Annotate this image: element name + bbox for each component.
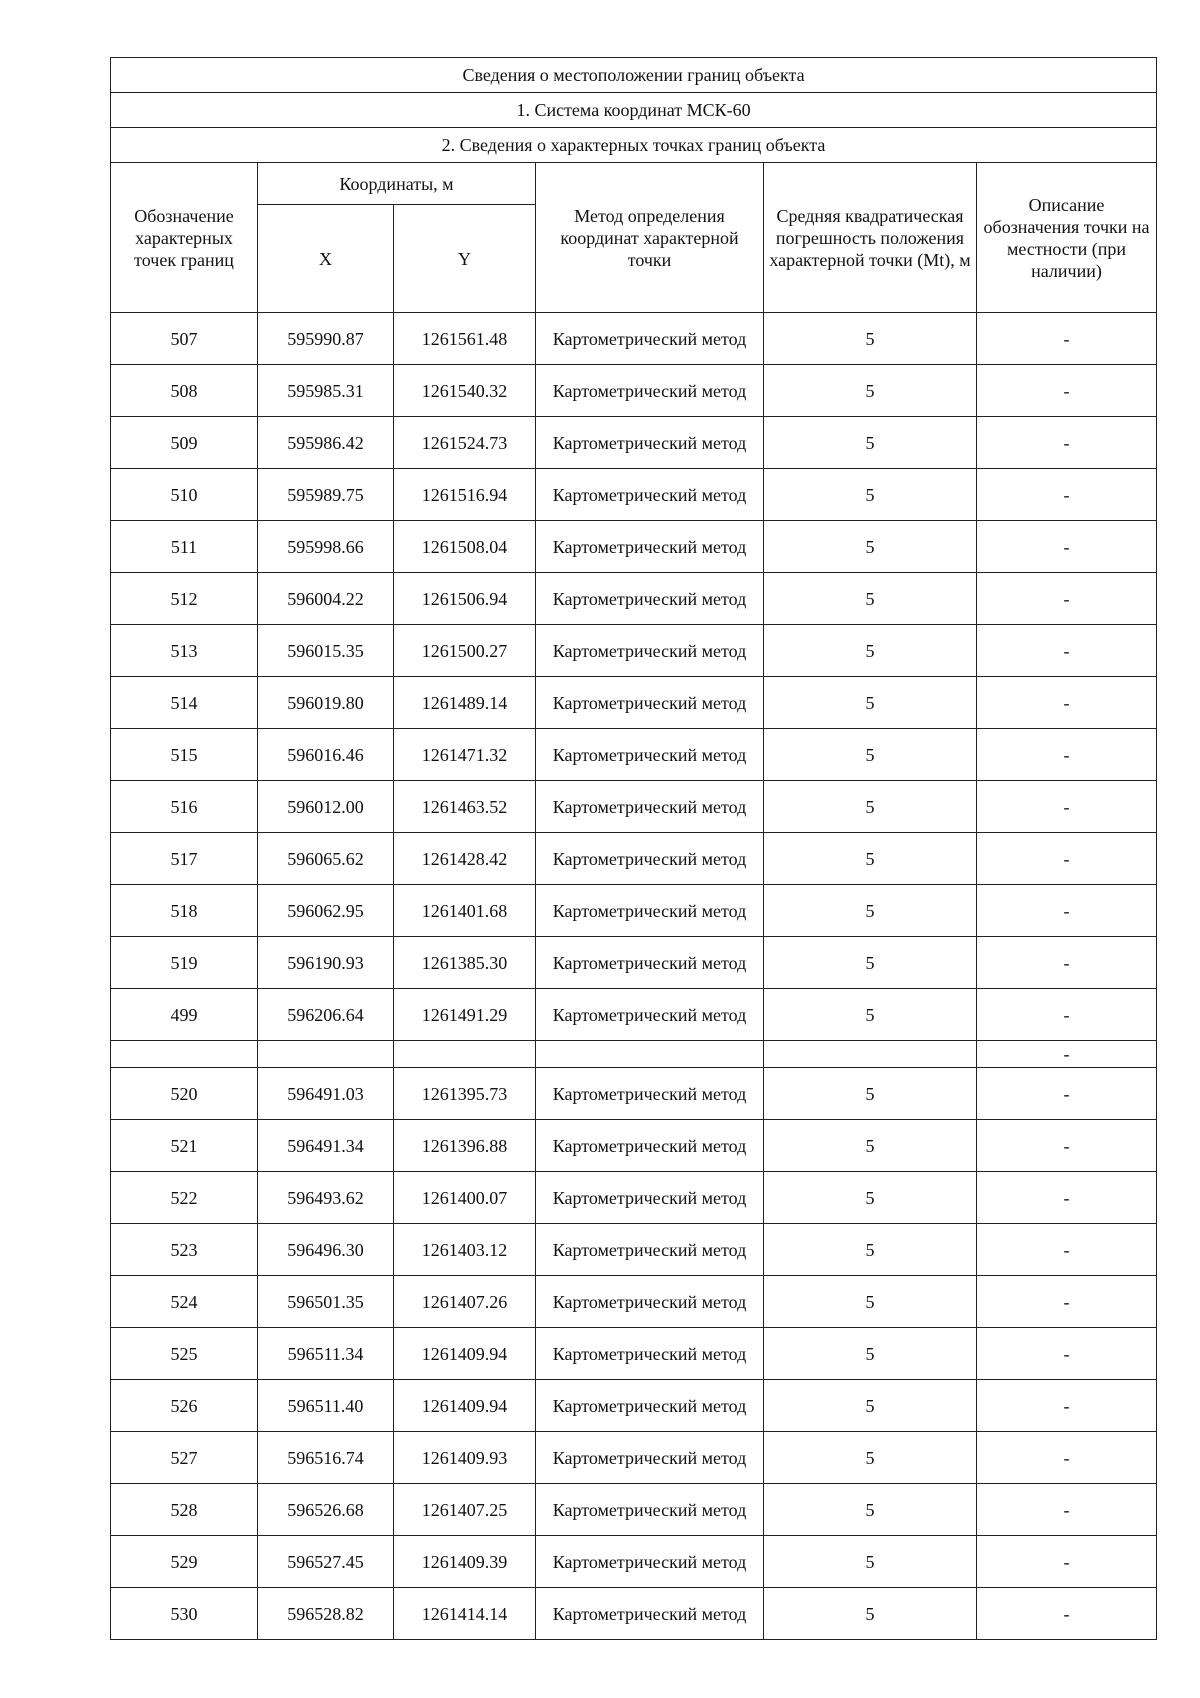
cell-point: 518: [111, 885, 258, 937]
cell-error: 5: [764, 1588, 977, 1640]
table-row: [111, 677, 1157, 729]
cell-point: 530: [111, 1588, 258, 1640]
cell-description: -: [977, 1120, 1157, 1172]
header-coordinates: Координаты, м: [258, 163, 536, 205]
table-row: [111, 313, 1157, 365]
boundary-points-table: [110, 57, 1157, 1640]
table-row: [111, 1172, 1157, 1224]
header-x: X: [258, 205, 394, 313]
cell-description: -: [977, 1041, 1157, 1068]
cell-method: Картометрический метод: [536, 573, 764, 625]
cell-y: 1261491.29: [394, 989, 536, 1041]
cell-description: -: [977, 937, 1157, 989]
cell-description: -: [977, 1536, 1157, 1588]
cell-point: 528: [111, 1484, 258, 1536]
table-row: [111, 417, 1157, 469]
table-row: [111, 885, 1157, 937]
cell-error: 5: [764, 989, 977, 1041]
cell-method: Картометрический метод: [536, 1588, 764, 1640]
cell-y: 1261401.68: [394, 885, 536, 937]
table-row: [111, 833, 1157, 885]
cell-point: 526: [111, 1380, 258, 1432]
cell-method: Картометрический метод: [536, 833, 764, 885]
cell-point: 499: [111, 989, 258, 1041]
table-row: [111, 625, 1157, 677]
cell-point: 509: [111, 417, 258, 469]
table-row: [111, 1588, 1157, 1640]
cell-y: 1261409.39: [394, 1536, 536, 1588]
cell-x: 596065.62: [258, 833, 394, 885]
cell-description: -: [977, 1484, 1157, 1536]
cell-method: Картометрический метод: [536, 1380, 764, 1432]
cell-x: 595986.42: [258, 417, 394, 469]
cell-x: 596004.22: [258, 573, 394, 625]
cell-point: [111, 1041, 258, 1068]
cell-error: 5: [764, 729, 977, 781]
cell-y: 1261414.14: [394, 1588, 536, 1640]
cell-y: 1261409.94: [394, 1328, 536, 1380]
cell-x: 596019.80: [258, 677, 394, 729]
cell-error: 5: [764, 1276, 977, 1328]
cell-point: 520: [111, 1068, 258, 1120]
cell-description: -: [977, 1276, 1157, 1328]
cell-method: Картометрический метод: [536, 1536, 764, 1588]
cell-method: Картометрический метод: [536, 989, 764, 1041]
header-mean-error: Средняя квадратическая погрешность положения характерной точки (Mt), м: [764, 163, 977, 313]
cell-description: -: [977, 313, 1157, 365]
cell-description: -: [977, 781, 1157, 833]
cell-y: 1261385.30: [394, 937, 536, 989]
cell-description: -: [977, 729, 1157, 781]
cell-description: -: [977, 1588, 1157, 1640]
cell-x: 596527.45: [258, 1536, 394, 1588]
cell-y: 1261471.32: [394, 729, 536, 781]
cell-error: 5: [764, 469, 977, 521]
cell-error: 5: [764, 937, 977, 989]
cell-method: Картометрический метод: [536, 625, 764, 677]
cell-method: Картометрический метод: [536, 937, 764, 989]
cell-point: 513: [111, 625, 258, 677]
cell-error: 5: [764, 417, 977, 469]
cell-y: 1261395.73: [394, 1068, 536, 1120]
cell-x: 595989.75: [258, 469, 394, 521]
cell-description: -: [977, 989, 1157, 1041]
table-row: [111, 1484, 1157, 1536]
cell-point: 529: [111, 1536, 258, 1588]
cell-x: 596491.03: [258, 1068, 394, 1120]
cell-error: 5: [764, 781, 977, 833]
cell-x: 596493.62: [258, 1172, 394, 1224]
cell-method: Картометрический метод: [536, 677, 764, 729]
cell-point: 524: [111, 1276, 258, 1328]
cell-description: -: [977, 625, 1157, 677]
cell-method: Картометрический метод: [536, 1172, 764, 1224]
header-description: Описание обозначения точки на местности (при наличии): [977, 163, 1157, 313]
cell-point: 517: [111, 833, 258, 885]
cell-method: Картометрический метод: [536, 1120, 764, 1172]
cell-method: Картометрический метод: [536, 729, 764, 781]
table-row: [111, 729, 1157, 781]
cell-y: 1261500.27: [394, 625, 536, 677]
cell-y: 1261524.73: [394, 417, 536, 469]
table-row: [111, 1276, 1157, 1328]
cell-description: -: [977, 573, 1157, 625]
cell-y: 1261463.52: [394, 781, 536, 833]
cell-x: 596511.40: [258, 1380, 394, 1432]
table-row: [111, 521, 1157, 573]
cell-y: 1261516.94: [394, 469, 536, 521]
cell-point: 521: [111, 1120, 258, 1172]
coordinate-system-heading: 1. Система координат МСК-60: [111, 93, 1157, 128]
cell-method: Картометрический метод: [536, 885, 764, 937]
cell-x: 596496.30: [258, 1224, 394, 1276]
cell-point: 511: [111, 521, 258, 573]
table-row: [111, 1041, 1157, 1068]
header-method: Метод определения координат характерной точки: [536, 163, 764, 313]
table-body: [111, 313, 1157, 1640]
table-row: [111, 1328, 1157, 1380]
cell-y: [394, 1041, 536, 1068]
cell-point: 507: [111, 313, 258, 365]
cell-y: 1261409.94: [394, 1380, 536, 1432]
cell-error: 5: [764, 521, 977, 573]
cell-description: -: [977, 833, 1157, 885]
cell-x: 596511.34: [258, 1328, 394, 1380]
cell-description: -: [977, 885, 1157, 937]
cell-error: 5: [764, 833, 977, 885]
cell-point: 508: [111, 365, 258, 417]
cell-method: Картометрический метод: [536, 417, 764, 469]
cell-x: 596491.34: [258, 1120, 394, 1172]
cell-y: 1261409.93: [394, 1432, 536, 1484]
cell-point: 515: [111, 729, 258, 781]
cell-error: 5: [764, 1380, 977, 1432]
table-row: [111, 365, 1157, 417]
cell-point: 523: [111, 1224, 258, 1276]
cell-x: [258, 1041, 394, 1068]
cell-description: -: [977, 1380, 1157, 1432]
cell-error: 5: [764, 313, 977, 365]
cell-point: 512: [111, 573, 258, 625]
cell-error: 5: [764, 1172, 977, 1224]
points-section-heading: 2. Сведения о характерных точках границ объекта: [111, 128, 1157, 163]
cell-point: 522: [111, 1172, 258, 1224]
table-row: [111, 937, 1157, 989]
cell-error: 5: [764, 573, 977, 625]
cell-x: 596206.64: [258, 989, 394, 1041]
cell-error: 5: [764, 1120, 977, 1172]
cell-method: Картометрический метод: [536, 521, 764, 573]
cell-method: Картометрический метод: [536, 1432, 764, 1484]
cell-description: -: [977, 521, 1157, 573]
cell-y: 1261400.07: [394, 1172, 536, 1224]
cell-y: 1261396.88: [394, 1120, 536, 1172]
cell-x: 595990.87: [258, 313, 394, 365]
cell-x: 595985.31: [258, 365, 394, 417]
cell-y: 1261407.26: [394, 1276, 536, 1328]
cell-x: 596012.00: [258, 781, 394, 833]
cell-error: 5: [764, 885, 977, 937]
table-row: [111, 989, 1157, 1041]
cell-x: 595998.66: [258, 521, 394, 573]
cell-method: Картометрический метод: [536, 781, 764, 833]
cell-description: -: [977, 417, 1157, 469]
cell-y: 1261561.48: [394, 313, 536, 365]
cell-error: 5: [764, 1432, 977, 1484]
cell-description: -: [977, 677, 1157, 729]
cell-description: -: [977, 1432, 1157, 1484]
cell-method: Картометрический метод: [536, 1068, 764, 1120]
cell-description: -: [977, 1068, 1157, 1120]
cell-point: 525: [111, 1328, 258, 1380]
cell-error: 5: [764, 1224, 977, 1276]
cell-error: 5: [764, 1068, 977, 1120]
cell-error: 5: [764, 625, 977, 677]
cell-point: 510: [111, 469, 258, 521]
cell-error: 5: [764, 1328, 977, 1380]
cell-y: 1261489.14: [394, 677, 536, 729]
cell-x: 596528.82: [258, 1588, 394, 1640]
cell-y: 1261428.42: [394, 833, 536, 885]
cell-x: 596501.35: [258, 1276, 394, 1328]
cell-error: 5: [764, 677, 977, 729]
table-row: [111, 573, 1157, 625]
table-row: [111, 469, 1157, 521]
cell-y: 1261506.94: [394, 573, 536, 625]
header-point-designation: Обозначение характерных точек границ: [111, 163, 258, 313]
cell-method: Картометрический метод: [536, 1224, 764, 1276]
cell-y: 1261407.25: [394, 1484, 536, 1536]
cell-y: 1261508.04: [394, 521, 536, 573]
table-row: [111, 781, 1157, 833]
cell-description: -: [977, 469, 1157, 521]
cell-error: 5: [764, 1536, 977, 1588]
cell-method: Картометрический метод: [536, 1276, 764, 1328]
header-y: Y: [394, 205, 536, 313]
cell-method: Картометрический метод: [536, 313, 764, 365]
cell-point: 514: [111, 677, 258, 729]
cell-description: -: [977, 1224, 1157, 1276]
table-row: [111, 1224, 1157, 1276]
cell-point: 527: [111, 1432, 258, 1484]
table-row: [111, 1536, 1157, 1588]
cell-method: Картометрический метод: [536, 1328, 764, 1380]
cell-description: -: [977, 365, 1157, 417]
document-title: Сведения о местоположении границ объекта: [111, 58, 1157, 93]
cell-x: 596015.35: [258, 625, 394, 677]
cell-x: 596016.46: [258, 729, 394, 781]
cell-y: 1261403.12: [394, 1224, 536, 1276]
table-row: [111, 1380, 1157, 1432]
table-row: [111, 1120, 1157, 1172]
cell-point: 516: [111, 781, 258, 833]
cell-description: -: [977, 1328, 1157, 1380]
cell-x: 596062.95: [258, 885, 394, 937]
cell-method: Картометрический метод: [536, 1484, 764, 1536]
cell-y: 1261540.32: [394, 365, 536, 417]
cell-method: Картометрический метод: [536, 365, 764, 417]
table-row: [111, 1432, 1157, 1484]
cell-error: [764, 1041, 977, 1068]
cell-x: 596190.93: [258, 937, 394, 989]
cell-description: -: [977, 1172, 1157, 1224]
cell-point: 519: [111, 937, 258, 989]
cell-method: Картометрический метод: [536, 469, 764, 521]
cell-x: 596516.74: [258, 1432, 394, 1484]
cell-error: 5: [764, 1484, 977, 1536]
table-row: [111, 1068, 1157, 1120]
cell-method: [536, 1041, 764, 1068]
cell-x: 596526.68: [258, 1484, 394, 1536]
cell-error: 5: [764, 365, 977, 417]
